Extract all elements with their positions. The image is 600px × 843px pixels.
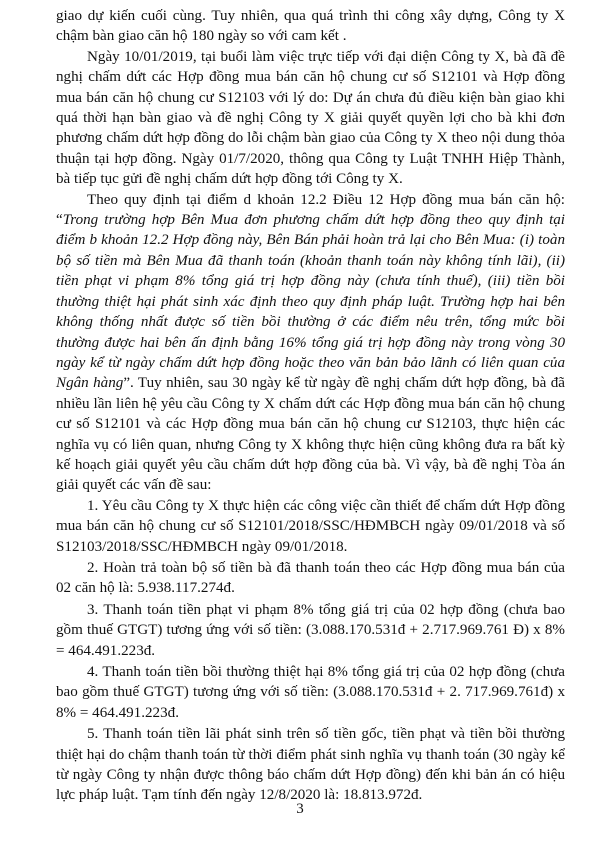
request-item-1: 1. Yêu cầu Công ty X thực hiện các công việc cần thiết để chấm dứt Hợp đồng mua bán căn hộ chung cư số S12101/2018/SSC/HĐMBCH ngày 09/01/2018 và số S12103/2018/SSC/HĐMBCH ngày 09/01/2018. [56,497,565,555]
paragraph-continuation: giao dự kiến cuối cùng. Tuy nhiên, qua quá trình thi công xây dựng, Công ty X chậm bàn giao căn hộ 180 ngày so với cam kết . [56,8,565,45]
paragraph-contract-clause [56,190,565,496]
request-item-5: 5. Thanh toán tiền lãi phát sinh trên số tiền gốc, tiền phạt và tiền bồi thường thiệt hại do chậm thanh toán từ thời điểm phát sinh nghĩa vụ thanh toán (30 ngày kể từ ngày Công ty nhận được thông báo chấm dứt Hợp đồng) đến khi bản án có hiệu lực pháp luật. Tạm tính đến ngày 12/8/2020 là: 18.813.972đ. [56,726,565,804]
request-item-4: 4. Thanh toán tiền bồi thường thiệt hại 8% tổng giá trị của 02 hợp đồng (chưa bao gồm thuế GTGT) tương ứng với số tiền: (3.088.170.531đ + 2. 717.969.761đ) x 8% = 464.491.223đ. [56,664,565,721]
clause-quote: Trong trường hợp Bên Mua đơn phương chấm dứt hợp đồng theo quy định tại điểm b khoản 12.2 Hợp đồng này, Bên Bán phải hoàn trả lại cho Bên Mua: (i) toàn bộ số tiền mà Bên Mua đã thanh toán (khoản thanh toán này không tính lãi), (ii) tiền phạt vi phạm 8% tổng giá trị hợp đồng này (chưa tính thuế), (iii) tiền bồi thường thiệt hại phát sinh xác định theo quy định pháp luật. Trường hợp hai bên không thống nhất được số tiền bồi thường ở các điểm nêu trên, tổng mức bồi thường được hai bên ấn định bằng 16% tổng giá trị hợp đồng này trong vòng 30 ngày kể từ ngày chấm dứt hợp đồng hoặc theo văn bản bảo lãnh có liên quan của Ngân hàng [56,212,565,392]
document-page [56,6,565,806]
page-number: 3 [296,801,304,817]
request-item-3: 3. Thanh toán tiền phạt vi phạm 8% tổng giá trị của 02 hợp đồng (chưa bao gồm thuế GTGT) tương ứng với số tiền: (3.088.170.531đ + 2.717.969.761 Đ) x 8% = 464.491.223đ. [56,601,565,659]
request-item-2: 2. Hoàn trả toàn bộ số tiền bà đã thanh toán theo các Hợp đồng mua bán của 02 căn hộ là: 5.938.117.274đ. [56,559,565,597]
paragraph-request-termination: Ngày 10/01/2019, tại buổi làm việc trực tiếp với đại diện Công ty X, bà đã đề nghị chấm dứt các Hợp đồng mua bán căn hộ chung cư số S12101 và Hợp đồng mua bán căn hộ chung cư S12103 với lý do: Dự án chưa đủ điều kiện bàn giao khi quá thời hạn bàn giao và đề nghị Công ty X giải quyết quyền lợi cho bà khi đơn phương chấm dứt hợp đồng do lỗi chậm bàn giao của Công ty X theo nội dung thỏa thuận tại hợp đồng. Ngày 01/7/2020, thông qua Công ty Luật TNHH Hiệp Thành, bà tiếp tục gửi đề nghị chấm dứt hợp đồng tới Công ty X. [56,48,565,188]
clause-followup: ”. Tuy nhiên, sau 30 ngày kể từ ngày đề nghị chấm dứt hợp đồng, bà đã nhiều lần liên hệ yêu cầu Công ty X chấm dứt các Hợp đồng mua bán căn hộ chung cư số S12101 và các Hợp đồng mua bán căn hộ chung cư S12103, thực hiện các nghĩa vụ có liên quan, nhưng Công ty X không thực hiện cũng không đưa ra bất kỳ kế hoạch giải quyết yêu cầu chấm dứt hợp đồng của bà. Vì vậy, bà đề nghị Tòa án giải quyết các vấn đề sau: [56,375,565,494]
clause-intro: Theo quy định tại điểm d khoản 12.2 Điều 12 Hợp đồng mua bán căn hộ: “ [56,191,565,229]
